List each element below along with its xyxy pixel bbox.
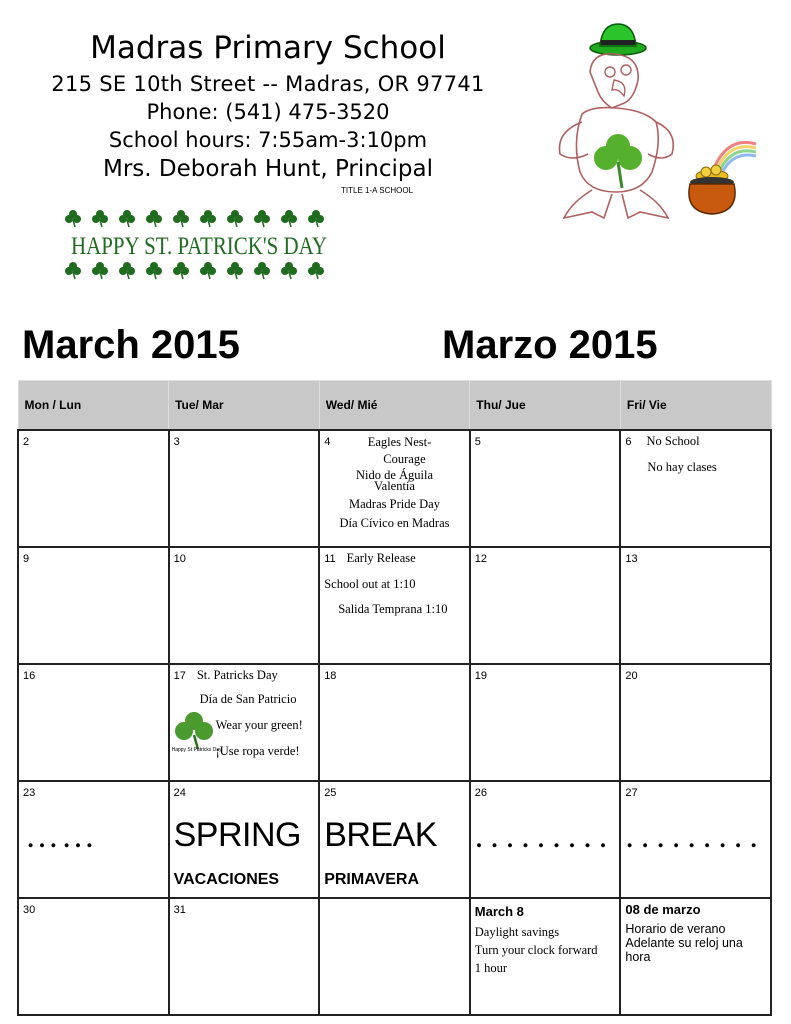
day-cell-19 (470, 664, 621, 781)
leprechaun-hat-icon (590, 24, 646, 55)
one-hour-text: 1 hour (474, 961, 508, 975)
day-cell-27 (620, 781, 771, 898)
pot-of-gold-image (680, 136, 758, 220)
event-dia-civico: Día Cívico en Madras (339, 516, 450, 530)
event-valentia: Valentía (374, 479, 415, 493)
event-madras-pride-day: Madras Pride Day (349, 497, 440, 511)
banner-text: HAPPY ST. PATRICK'S DAY (71, 233, 327, 260)
day-number: 5 (474, 436, 481, 448)
day-cell-12 (470, 547, 621, 664)
day-number: 3 (173, 436, 180, 448)
shamrock-icon (175, 712, 213, 749)
eagle-mascot-image (552, 22, 680, 224)
event-dia-de-san-patricio: Día de San Patricio (199, 692, 297, 706)
day-cell-13 (620, 547, 771, 664)
day-number: 23 (23, 787, 36, 799)
shamrock-row-bottom-icon (65, 262, 324, 279)
event-early-release: Early Release (346, 551, 416, 565)
day-cell-20 (620, 664, 771, 781)
day-number: 26 (474, 787, 488, 799)
week-row-4 (18, 781, 771, 898)
break-label: BREAK (324, 816, 437, 854)
day-number: 19 (474, 670, 488, 682)
banner-graphic (65, 206, 333, 282)
st-patricks-banner (65, 206, 333, 282)
day-cell-23 (18, 781, 169, 898)
day-number: 13 (625, 553, 638, 565)
weekday-header-wed: Wed/ Mié (319, 381, 470, 431)
vacaciones-label: VACACIONES (173, 871, 280, 888)
day-number: 6 (625, 436, 632, 448)
weekday-header-thu: Thu/ Jue (470, 381, 621, 431)
weekday-header-tue: Tue/ Mar (169, 381, 320, 431)
horario-de-verano-text: Horario de verano (625, 922, 726, 936)
day-number: 31 (173, 904, 186, 916)
day-number: 25 (324, 787, 337, 799)
week-row-1 (18, 430, 771, 547)
spring-break-dots: ......... (474, 818, 615, 855)
day-cell-5 (470, 430, 621, 547)
principal-name: Mrs. Deborah Hunt, Principal (103, 156, 433, 182)
title1-label: TITLE 1-A SCHOOL (341, 186, 414, 195)
month-title-spanish: Marzo 2015 (442, 323, 658, 367)
day-number: 4 (324, 436, 331, 448)
spring-break-dots: ......... (625, 818, 765, 855)
day-number: 20 (625, 670, 638, 682)
weekday-header-mon: Mon / Lun (18, 381, 169, 431)
primavera-label: PRIMAVERA (324, 871, 420, 888)
day-cell-6 (620, 430, 771, 547)
day-number: 2 (23, 436, 30, 448)
turn-clock-forward-text: Turn your clock forward (474, 943, 598, 957)
day-number: 18 (324, 670, 337, 682)
day-cell-empty (319, 898, 470, 1015)
horario-de-verano-cell (620, 898, 771, 1015)
school-name: Madras Primary School (90, 30, 446, 66)
day-cell-4 (319, 430, 470, 547)
day-number: 9 (23, 553, 30, 565)
event-school-out: School out at 1:10 (324, 577, 416, 591)
school-hours: School hours: 7:55am-3:10pm (108, 128, 428, 152)
event-eagles-nest: Eagles Nest- (367, 435, 432, 449)
clover-image (171, 709, 222, 757)
weekday-header-row (18, 381, 771, 431)
event-use-ropa-verde: ¡Use ropa verde! (215, 744, 300, 758)
daylight-savings-date: March 8 (474, 904, 524, 919)
clover-caption: Happy St Patricks Day (171, 747, 222, 753)
day-cell-24 (169, 781, 320, 898)
shamrock-icon (594, 134, 642, 188)
event-wear-your-green: Wear your green! (215, 718, 303, 732)
day-number: 27 (625, 787, 638, 799)
day-cell-25 (319, 781, 470, 898)
spring-label: SPRING (173, 816, 301, 854)
event-no-hay-clases: No hay clases (647, 460, 717, 474)
day-cell-16 (18, 664, 169, 781)
event-nido-de-aguila: Nido de Águila (355, 468, 434, 482)
event-st-patricks-day: St. Patricks Day (196, 668, 278, 682)
horario-date: 08 de marzo (625, 902, 701, 917)
calendar-table (17, 380, 772, 1016)
day-number: 10 (173, 553, 186, 565)
day-cell-3 (169, 430, 320, 547)
event-no-school: No School (646, 434, 700, 448)
event-courage: Courage (383, 452, 426, 466)
day-number: 16 (23, 670, 36, 682)
day-cell-9 (18, 547, 169, 664)
daylight-savings-cell (470, 898, 621, 1015)
day-cell-31 (169, 898, 320, 1015)
weekday-header-fri: Fri/ Vie (620, 381, 771, 431)
day-cell-11 (319, 547, 470, 664)
week-row-2 (18, 547, 771, 664)
day-cell-17 (169, 664, 320, 781)
hora-text: hora (625, 950, 651, 964)
day-cell-2 (18, 430, 169, 547)
shamrock-row-top-icon (65, 210, 324, 227)
day-number: 24 (173, 787, 186, 799)
day-cell-10 (169, 547, 320, 664)
day-number: 11 (324, 553, 336, 565)
day-cell-30 (18, 898, 169, 1015)
pot-icon (689, 177, 735, 214)
adelante-reloj-text: Adelante su reloj una (625, 936, 743, 950)
event-salida-temprana: Salida Temprana 1:10 (338, 602, 448, 616)
month-title-english: March 2015 (22, 323, 240, 367)
week-row-3 (18, 664, 771, 781)
school-phone: Phone: (541) 475-3520 (146, 100, 390, 124)
day-number: 12 (474, 553, 488, 565)
daylight-savings-text: Daylight savings (474, 925, 560, 939)
day-number: 17 (173, 670, 186, 682)
day-cell-18 (319, 664, 470, 781)
day-number: 30 (23, 904, 36, 916)
day-cell-26 (470, 781, 621, 898)
school-address: 215 SE 10th Street -- Madras, OR 97741 (51, 72, 485, 96)
week-row-5 (18, 898, 771, 1015)
spring-break-dots: …… (25, 818, 97, 855)
